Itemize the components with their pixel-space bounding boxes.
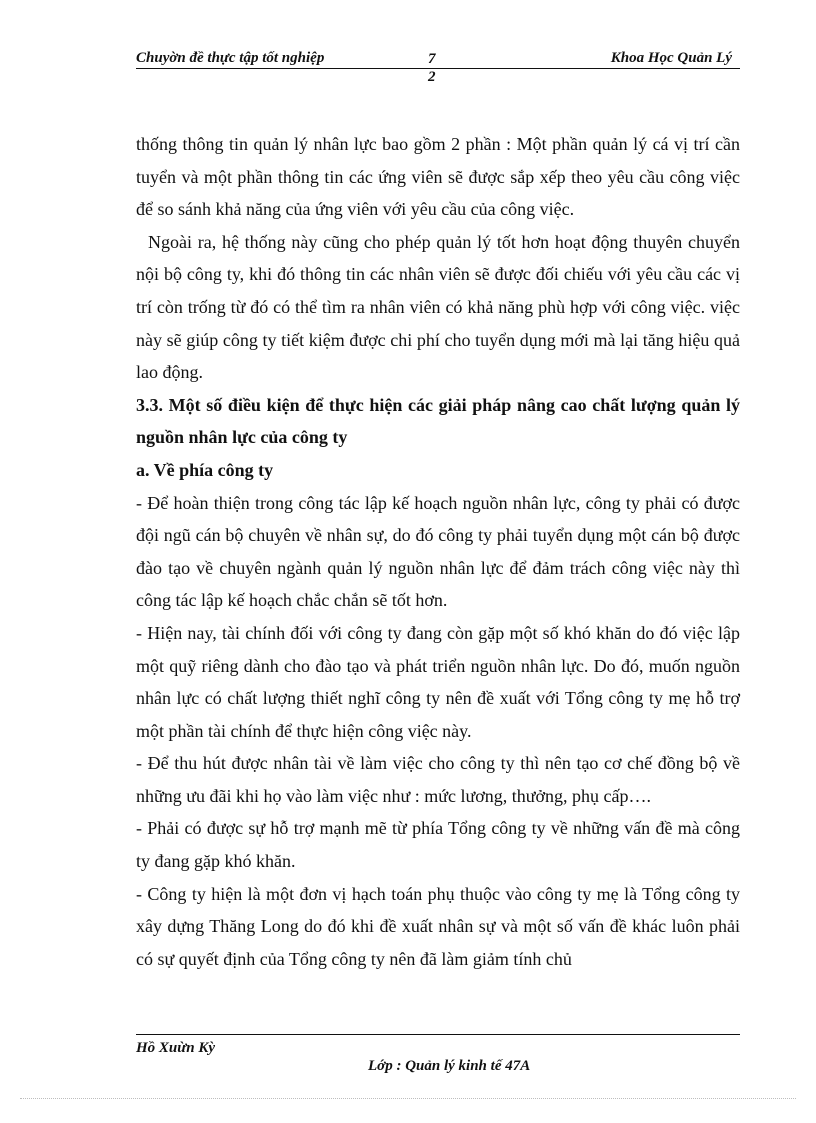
- header-rule: [136, 68, 740, 69]
- paragraph-2: Ngoài ra, hệ thống này cũng cho phép quản lý tốt hơn hoạt động thuyên chuyển nội bộ công ty, khi đó thông tin các nhân viên sẽ được đối chiếu với yêu cầu các vị trí còn trống từ đó có thể tìm ra nhân viên có khả năng phù hợp với công việc. việc này sẽ giúp công ty tiết kiệm được chi phí cho tuyển dụng mới mà lại tăng hiệu quả lao động.: [136, 231, 740, 383]
- bullet-item-2: - Hiện nay, tài chính đối với công ty đang còn gặp một số khó khăn do đó việc lập một quỹ riêng dành cho đào tạo và phát triển nguồn nhân lực. Do đó, muốn nguồn nhân lực có chất lượng thiết nghĩ công ty nên đề xuất với Tổng công ty mẹ hỗ trợ một phần tài chính để thực hiện công việc này.: [136, 622, 740, 741]
- body-text: [136, 128, 740, 975]
- bullet-item-1: - Để hoàn thiện trong công tác lập kế hoạch nguồn nhân lực, công ty phải có được đội ngũ cán bộ chuyên về nhân sự, do đó công ty phải tuyển dụng một cán bộ được đào tạo về chuyên ngành quản lý nguồn nhân lực để đảm trách công việc này thì công tác lập kế hoạch chắc chắn sẽ tốt hơn.: [136, 492, 740, 611]
- section-heading-3-3: 3.3. Một số điều kiện để thực hiện các giải pháp nâng cao chất lượng quản lý nguồn nhân lực của công ty: [136, 394, 740, 448]
- header-title: Chuyờn đề thực tập tốt nghiệp: [136, 50, 325, 66]
- subsection-heading-a: a. Về phía công ty: [136, 459, 274, 480]
- bullet-item-3: - Để thu hút được nhân tài về làm việc cho công ty thì nên tạo cơ chế đồng bộ về những ưu đãi khi họ vào làm việc như : mức lương, thưởng, phụ cấp….: [136, 753, 740, 806]
- page-bottom-border: [20, 1098, 796, 1099]
- bullet-item-5: - Công ty hiện là một đơn vị hạch toán phụ thuộc vào công ty mẹ là Tổng công ty xây dựng Thăng Long do đó khi đề xuất nhân sự và một số vấn đề khác luôn phải có sự quyết định của Tổng công ty nên đã làm giảm tính chủ: [136, 883, 740, 969]
- header-page-number-top: 7: [428, 51, 436, 67]
- header-page-number-bottom: 2: [428, 69, 436, 85]
- paragraph-1: thống thông tin quản lý nhân lực bao gồm 2 phần : Một phần quản lý cá vị trí cần tuyển và một phần thông tin các ứng viên sẽ được sắp xếp theo yêu cầu công việc để so sánh khả năng của ứng viên với yêu cầu của công việc.: [136, 134, 740, 220]
- bullet-item-4: - Phải có được sự hỗ trợ mạnh mẽ từ phía Tổng công ty về những vấn đề mà công ty đang gặp khó khăn.: [136, 818, 740, 872]
- footer-author: Hồ Xuừn Kỳ: [136, 1040, 216, 1056]
- footer-class: Lớp : Quản lý kinh tế 47A: [368, 1058, 531, 1074]
- header-department: Khoa Học Quản Lý: [610, 50, 732, 66]
- footer-rule: [136, 1034, 740, 1035]
